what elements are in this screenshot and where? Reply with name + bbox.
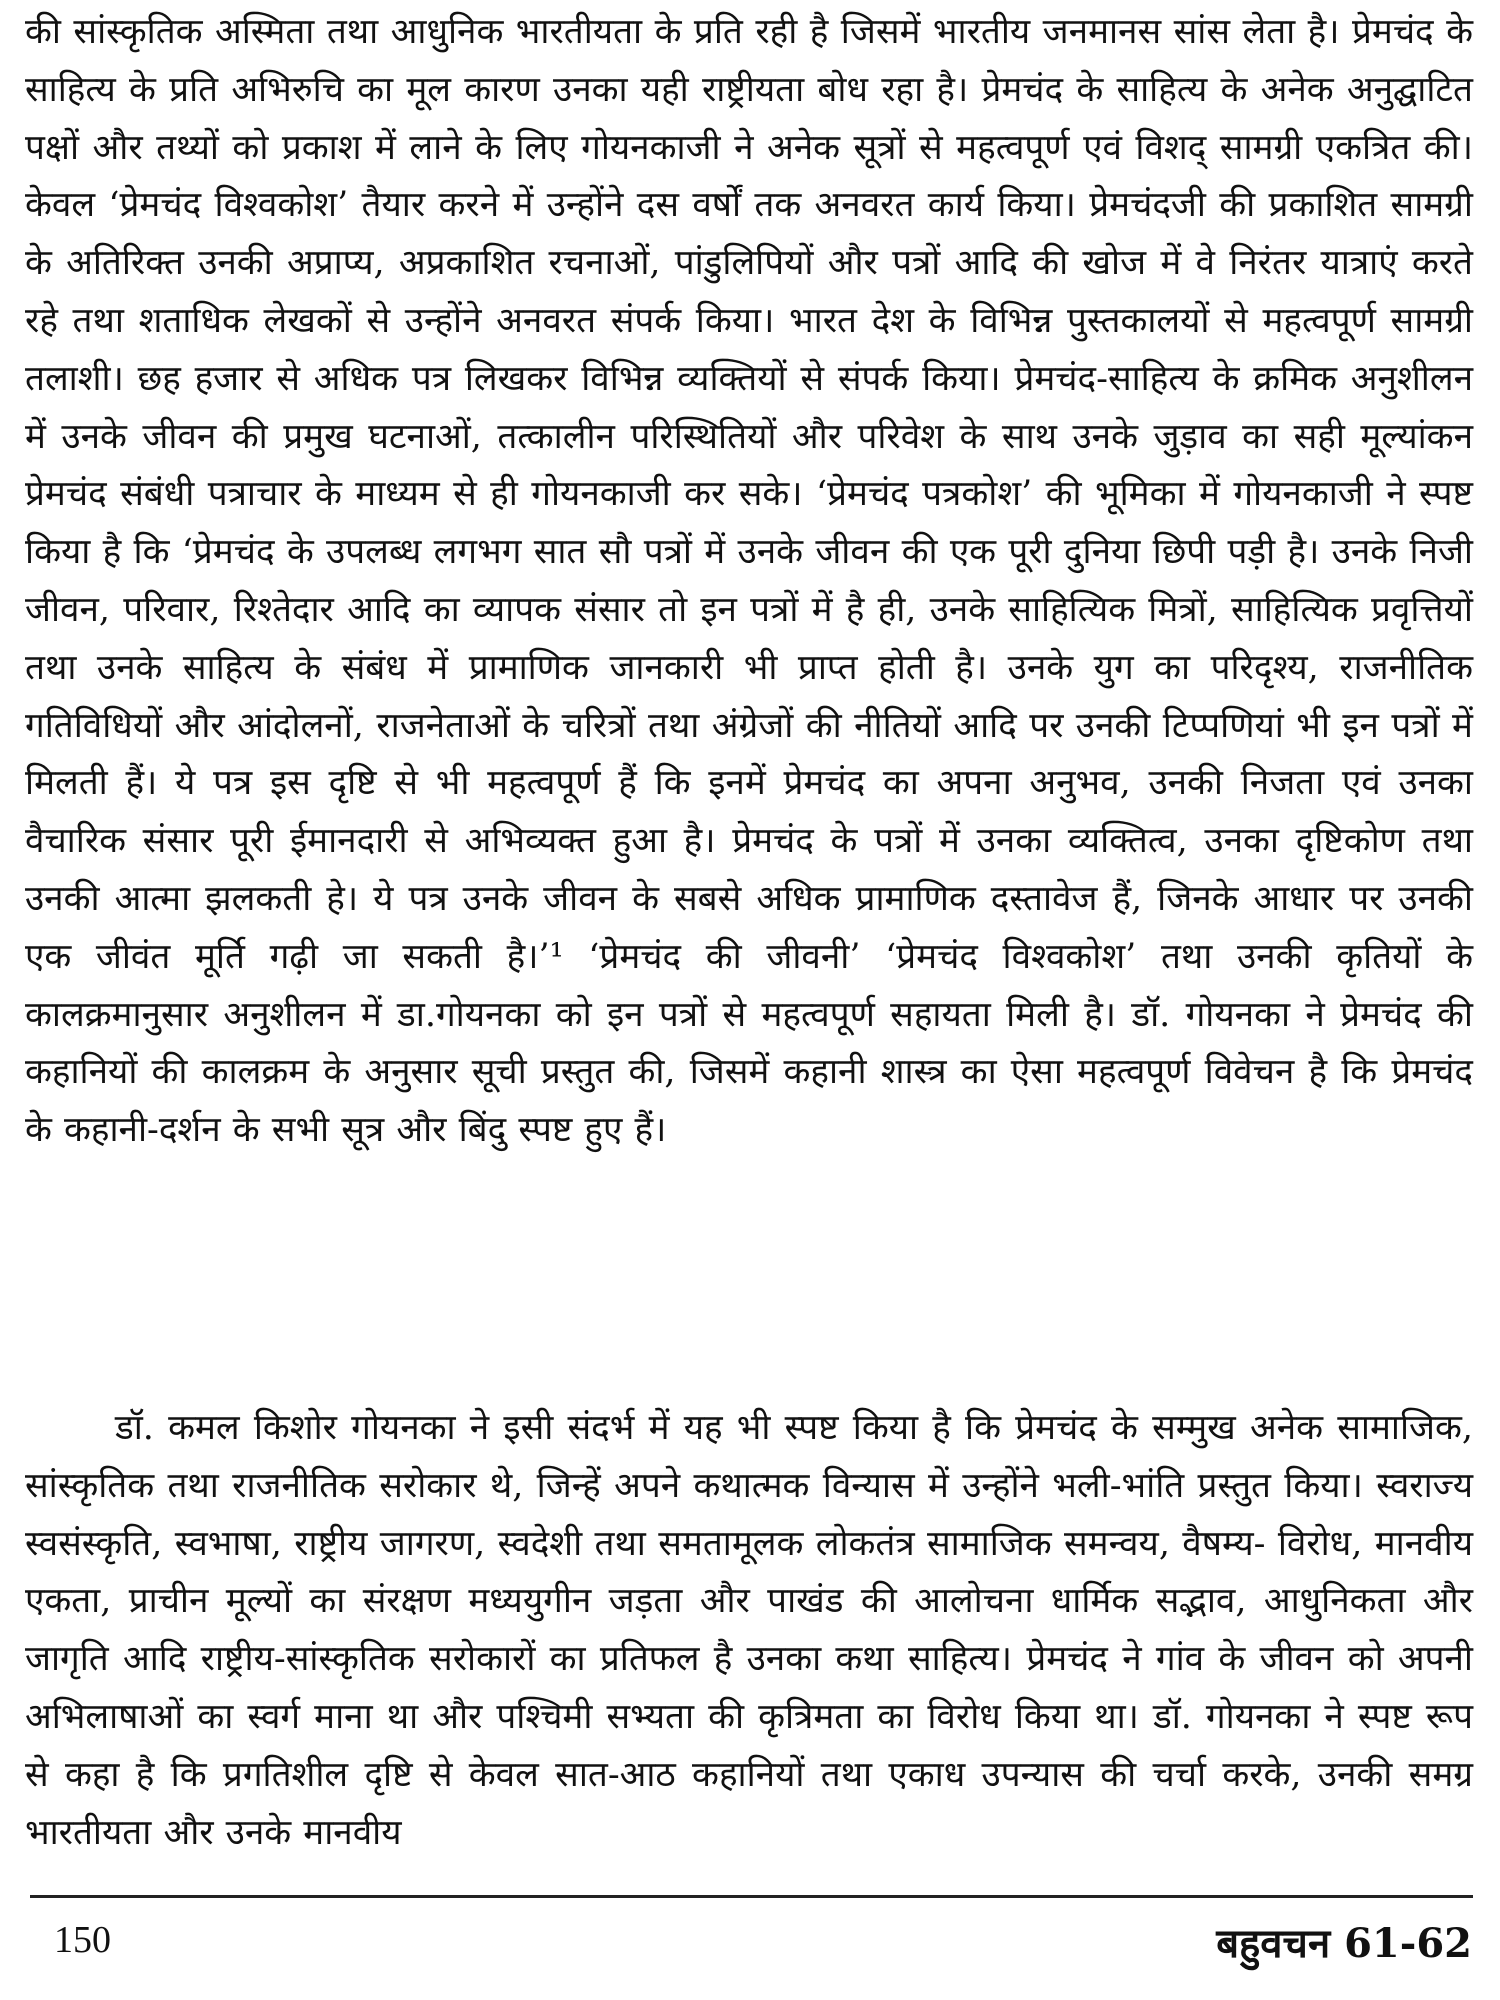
body-paragraph: डॉ. कमल किशोर गोयनका ने इसी संदर्भ में यह भी स्पष्ट किया है कि प्रेमचंद के सम्मुख अनेक सामाजिक, सांस्कृतिक तथा राजनीतिक सरोकार थे, जिन्हें अपने कथात्मक विन्यास में उन्होंने भली-भांति प्रस्तुत किया। स्वराज्य स्वसंस्कृति, स्वभाषा, राष्ट्रीय जागरण, स्वदेशी तथा समतामूलक लोकतंत्र सामाजिक समन्वय, वैषम्य- विरोध, मानवीय एकता, प्राचीन मूल्यों का संरक्षण मध्ययुगीन जड़ता और पाखंड की आलोचना धार्मिक सद्भाव, आधुनिकता और जागृति आदि राष्ट्रीय-सांस्कृतिक सरोकारों का प्रतिफल है उनका कथा साहित्य। प्रेमचंद ने गांव के जीवन को अपनी अभिलाषाओं का स्वर्ग माना था और पश्चिमी सभ्यता की कृत्रिमता का विरोध किया था। डॉ. गोयनका ने स्पष्ट रूप से कहा है कि प्रगतिशील दृष्टि से केवल सात-आठ कहानियों तथा एकाध उपन्यास की चर्चा करके, उनकी समग्र भारतीयता और उनके मानवीय <box>25 1408 1473 1853</box>
body-paragraph: की सांस्कृतिक अस्मिता तथा आधुनिक भारतीयता के प्रति रही है जिसमें भारतीय जनमानस सांस लेता है। प्रेमचंद के साहित्य के प्रति अभिरुचि का मूल कारण उनका यही राष्ट्रीयता बोध रहा है। प्रेमचंद के साहित्य के अनेक अनुद्घाटित पक्षों और तथ्यों को प्रकाश में लाने के लिए गोयनकाजी ने अनेक सूत्रों से महत्वपूर्ण एवं विशद् सामग्री एकत्रित की। केवल ‘प्रेमचंद विश्वकोश’ तैयार करने में उन्होंने दस वर्षों तक अनवरत कार्य किया। प्रेमचंदजी की प्रकाशित सामग्री के अतिरिक्त उनकी अप्राप्य, अप्रकाशित रचनाओं, पांडुलिपियों और पत्रों आदि की खोज में वे निरंतर यात्राएं करते रहे तथा शताधिक लेखकों से उन्होंने अनवरत संपर्क किया। भारत देश के विभिन्न पुस्तकालयों से महत्वपूर्ण सामग्री तलाशी। छह हजार से अधिक पत्र लिखकर विभिन्न व्यक्तियों से संपर्क किया। प्रेमचंद-साहित्य के क्रमिक अनुशीलन में उनके जीवन की प्रमुख घटनाओं, तत्कालीन परिस्थितियों और परिवेश के साथ उनके जुड़ाव का सही मूल्यांकन प्रेमचंद संबंधी पत्राचार के माध्यम से ही गोयनकाजी कर सके। ‘प्रेमचंद पत्रकोश’ की भूमिका में गोयनकाजी ने स्पष्ट किया है कि ‘प्रेमचंद के उपलब्ध लगभग सात सौ पत्रों में उनके जीवन की एक पूरी दुनिया छिपी पड़ी है। उनके निजी जीवन, परिवार, रिश्तेदार आदि का व्यापक संसार तो इन पत्रों में है ही, उनके साहित्यिक मित्रों, साहित्यिक प्रवृत्तियों तथा उनके साहित्य के संबंध में प्रामाणिक जानकारी भी प्राप्त होती है। उनके युग का परिदृश्य, राजनीतिक गतिविधियों और आंदोलनों, राजनेताओं के चरित्रों तथा अंग्रेजों की नीतियों आदि पर उनकी टिप्पणियां भी इन पत्रों में मिलती हैं। ये पत्र इस दृष्टि से भी महत्वपूर्ण हैं कि इनमें प्रेमचंद का अपना अनुभव, उनकी निजता एवं उनका वैचारिक संसार पूरी ईमानदारी से अभिव्यक्त हुआ है। प्रेमचंद के पत्रों में उनका व्यक्तित्व, उनका दृष्टिकोण तथा उनकी आत्मा झलकती हे। ये पत्र उनके जीवन के सबसे अधिक प्रामाणिक दस्तावेज हैं, जिनके आधार पर उनकी एक जीवंत मूर्ति गढ़ी जा सकती है।’¹ ‘प्रेमचंद की जीवनी’ ‘प्रेमचंद विश्वकोश’ तथा उनकी कृतियों के कालक्रमानुसार अनुशीलन में डा.गोयनका को इन पत्रों से महत्वपूर्ण सहायता मिली है। डॉ. गोयनका ने प्रेमचंद की कहानियों की कालक्रम के अनुसार सूची प्रस्तुत की, जिसमें कहानी शास्त्र का ऐसा महत्वपूर्ण विवेचन है कि प्रेमचंद के कहानी-दर्शन के सभी सूत्र और बिंदु स्पष्ट हुए हैं। <box>25 12 1473 1151</box>
journal-title: बहुवचन 61-62 <box>1216 1920 1472 1967</box>
page-number: 150 <box>54 1919 111 1961</box>
footer-divider <box>30 1895 1473 1898</box>
